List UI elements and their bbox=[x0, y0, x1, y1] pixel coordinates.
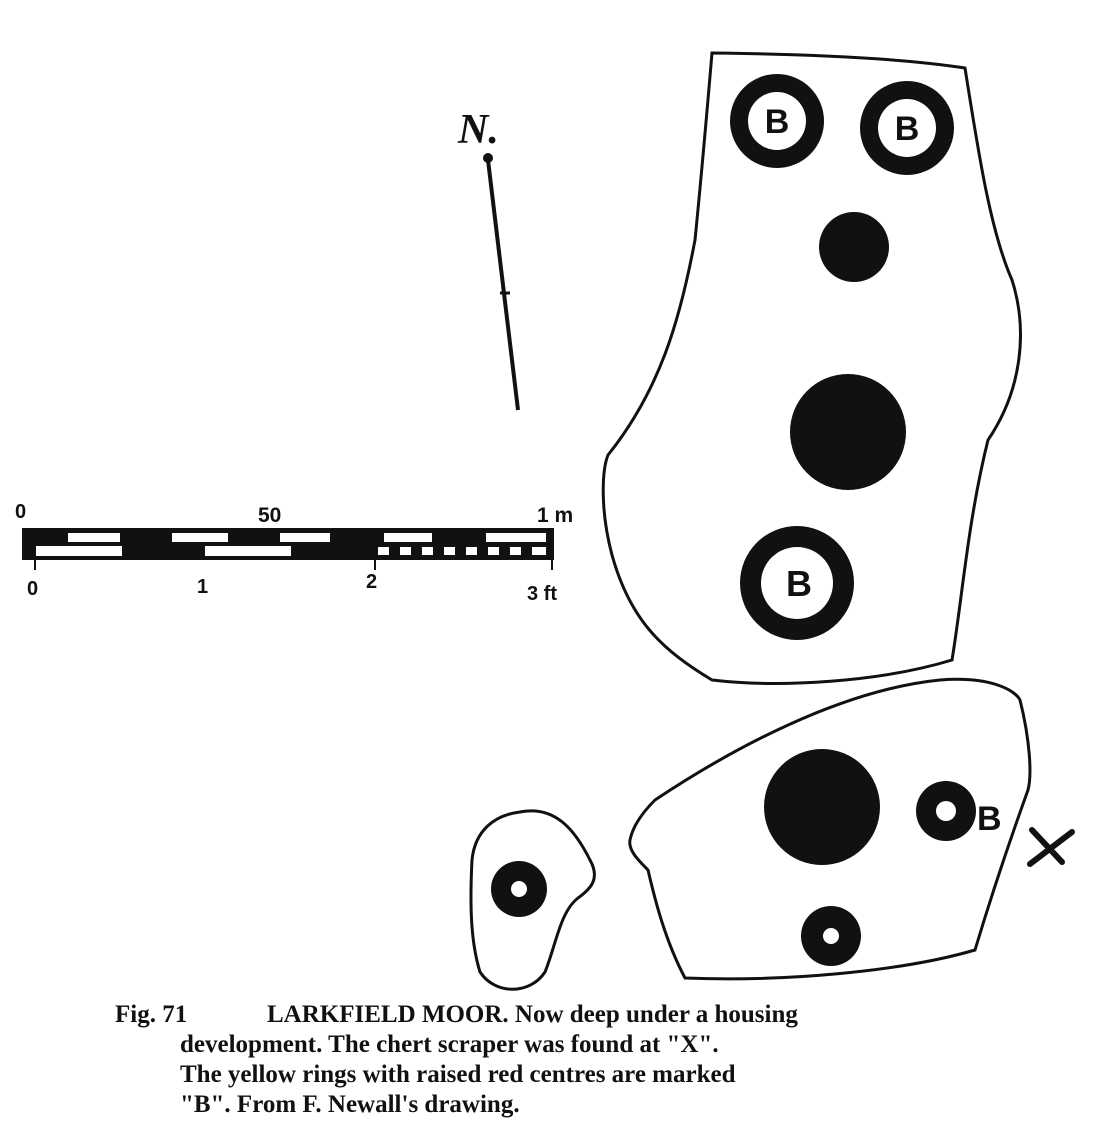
caption-line-1 bbox=[115, 1000, 798, 1030]
scale-imperial-segment bbox=[444, 547, 455, 555]
cup-and-ring bbox=[801, 906, 861, 966]
scale-metric-segment bbox=[486, 533, 546, 542]
scale-metric-start-label: 0 bbox=[15, 501, 27, 523]
scale-imperial-segment bbox=[532, 547, 546, 555]
caption-line-4: "B". From F. Newall's drawing. bbox=[180, 1091, 520, 1118]
b-ring-label: B bbox=[764, 103, 790, 141]
caption-text-1: LARKFIELD MOOR. Now deep under a housing bbox=[267, 1001, 798, 1028]
scale-imperial-start-label: 0 bbox=[27, 578, 39, 600]
stone-southeast bbox=[630, 679, 1030, 979]
scale-imperial-segment bbox=[510, 547, 521, 555]
scale-bar bbox=[15, 501, 573, 605]
cup-mark bbox=[790, 374, 906, 490]
north-label: N. bbox=[458, 107, 499, 153]
cup-mark bbox=[819, 212, 889, 282]
scale-imperial-end-label: 3 ft bbox=[527, 583, 557, 605]
scale-imperial-segment bbox=[422, 547, 433, 555]
scale-imperial-segment bbox=[36, 546, 122, 556]
find-spot-mark bbox=[1030, 830, 1072, 864]
north-arrow-tip bbox=[483, 153, 493, 163]
scale-imperial-one-label: 1 bbox=[197, 576, 209, 598]
scale-metric-segment bbox=[280, 533, 330, 542]
scale-imperial-segment bbox=[488, 547, 499, 555]
figure-number: Fig. 71 bbox=[115, 1001, 188, 1028]
scale-imperial-segment bbox=[400, 547, 411, 555]
b-ring bbox=[740, 526, 854, 640]
scale-imperial-segment bbox=[466, 547, 477, 555]
caption-line-3: The yellow rings with raised red centres are marked bbox=[180, 1061, 736, 1088]
scale-metric-segment bbox=[384, 533, 432, 542]
stone-north bbox=[603, 53, 1020, 683]
scale-metric-mid-label: 50 bbox=[258, 504, 282, 527]
scale-imperial-segment bbox=[205, 546, 291, 556]
b-ring bbox=[730, 74, 824, 168]
stone-west bbox=[471, 811, 595, 989]
scale-metric-end-label: 1 m bbox=[537, 504, 574, 527]
b-ring-label: B bbox=[977, 800, 1002, 838]
scale-metric-segment bbox=[68, 533, 120, 542]
b-ring bbox=[860, 81, 954, 175]
north-arrow-shaft bbox=[488, 160, 518, 410]
b-ring-label: B bbox=[894, 110, 920, 148]
scale-imperial-two-label: 2 bbox=[366, 571, 378, 593]
north-arrow bbox=[457, 107, 518, 410]
scale-imperial-segment bbox=[378, 547, 389, 555]
scale-metric-segment bbox=[172, 533, 228, 542]
b-ring bbox=[916, 781, 976, 841]
caption-line-2: development. The chert scraper was found at "X". bbox=[180, 1031, 719, 1058]
cup-and-ring bbox=[491, 861, 547, 917]
b-ring-label: B bbox=[786, 563, 812, 604]
cup-mark bbox=[764, 749, 880, 865]
